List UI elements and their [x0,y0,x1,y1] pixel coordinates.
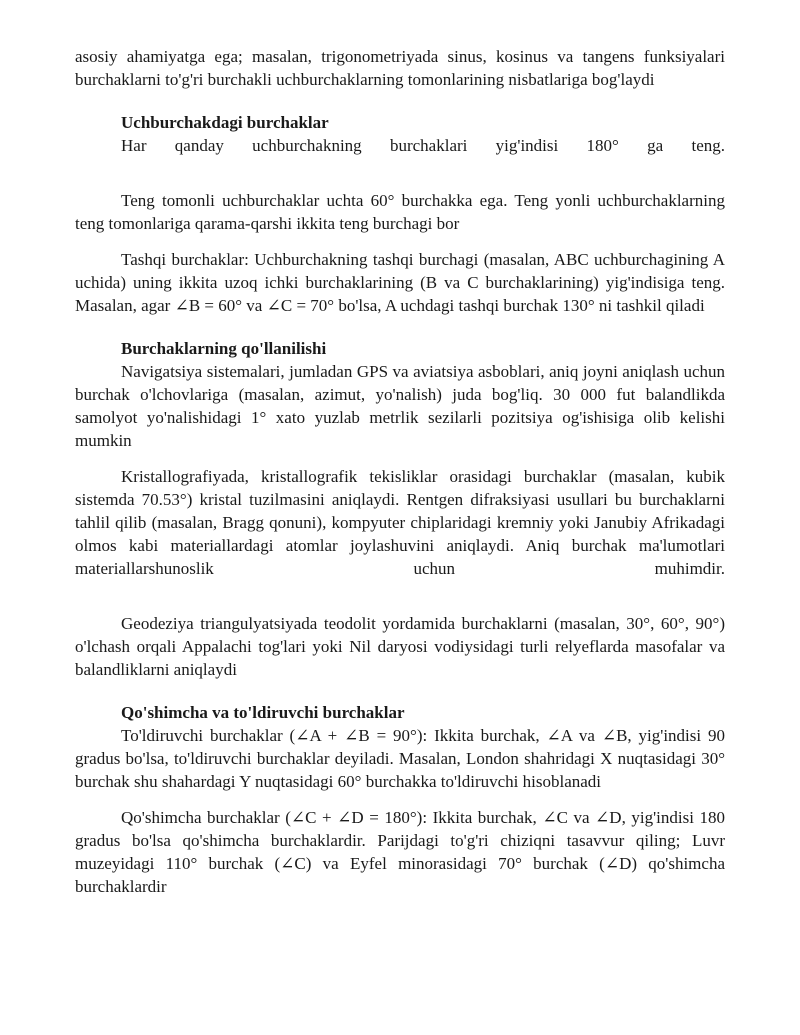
document-page [75,45,725,898]
paragraph-supplementary: Qo'shimcha burchaklar (∠C + ∠D = 180°): Ikkita burchak, ∠C va ∠D, yig'indisi 180 gradus bo'lsa qo'shimcha burchaklardir. Parijdagi to'g'ri chiziqni tasavvur qiling; Luvr muzeyidagi 110° burchak (∠C) va Eyfel minorasidagi 70° burchak (∠D) qo'shimcha burchaklardir [75,808,725,896]
paragraph-navigation: Navigatsiya sistemalari, jumladan GPS va aviatsiya asboblari, aniq joyni aniqlash uchun burchak o'lchovlariga (masalan, azimut, yo'nalish) juda bog'liq. 30 000 fut balandlikda samolyot yo'nalishidagi 1° xato yuzlab metrlik sezilarli pozitsiya og'ishisiga olib kelishi mumkin [75,362,725,450]
paragraph-equilateral: Teng tomonli uchburchaklar uchta 60° burchakka ega. Teng yonli uchburchaklarning teng tomonlariga qarama-qarshi ikkita teng burchagi bor [75,191,725,233]
paragraph-geodesy: Geodeziya triangulyatsiyada teodolit yordamida burchaklarni (masalan, 30°, 60°, 90°) o'lchash orqali Appalachi tog'lari yoki Nil daryosi vodiysidagi turli relyeflarda masofalar va balandliklarni aniqlaydi [75,614,725,679]
paragraph-angle-sum: Har qanday uchburchakning burchaklari yig'indisi 180° ga teng. [121,136,725,155]
section-heading-triangle-angles: Uchburchakdagi burchaklar [121,113,329,132]
section-heading-complementary-supplementary: Qo'shimcha va to'ldiruvchi burchaklar [121,703,405,722]
paragraph-crystallography: Kristallografiyada, kristallografik tekisliklar orasidagi burchaklar (masalan, kubik sistemda 70.53°) kristal tuzilmasini aniqlaydi. Rentgen difraksiyasi usullari bu burchaklarni tahlil qilib (masalan, Bragg qonuni), kompyuter chiplaridagi kremniy yoki Janubiy Afrikadagi olmos kabi materiallardagi atomlar joylashuvini aniqlaydi. Aniq burchak ma'lumotlari materiallarshunoslik uchun muhimdir. [75,467,725,578]
section-heading-applications: Burchaklarning qo'llanilishi [121,339,327,358]
paragraph-exterior-angles: Tashqi burchaklar: Uchburchakning tashqi burchagi (masalan, ABC uchburchagining A uchida) uning ikkita uzoq ichki burchaklarining (B va C burchaklarining) yig'indisiga teng. Masalan, agar ∠B = 60° va ∠C = 70° bo'lsa, A uchdagi tashqi burchak 130° ni tashkil qiladi [75,250,725,315]
paragraph-complementary: To'ldiruvchi burchaklar (∠A + ∠B = 90°): Ikkita burchak, ∠A va ∠B, yig'indisi 90 gradus bo'lsa, to'ldiruvchi burchaklar deyiladi. Masalan, London shahridagi X nuqtasidagi 30° burchak shu shahardagi Y nuqtasidagi 60° burchakka to'ldiruvchi hisoblanadi [75,726,725,791]
intro-paragraph: asosiy ahamiyatga ega; masalan, trigonometriyada sinus, kosinus va tangens funksiyalari burchaklarni to'g'ri burchakli uchburchaklarning tomonlarining nisbatlariga bog'laydi [75,47,725,89]
